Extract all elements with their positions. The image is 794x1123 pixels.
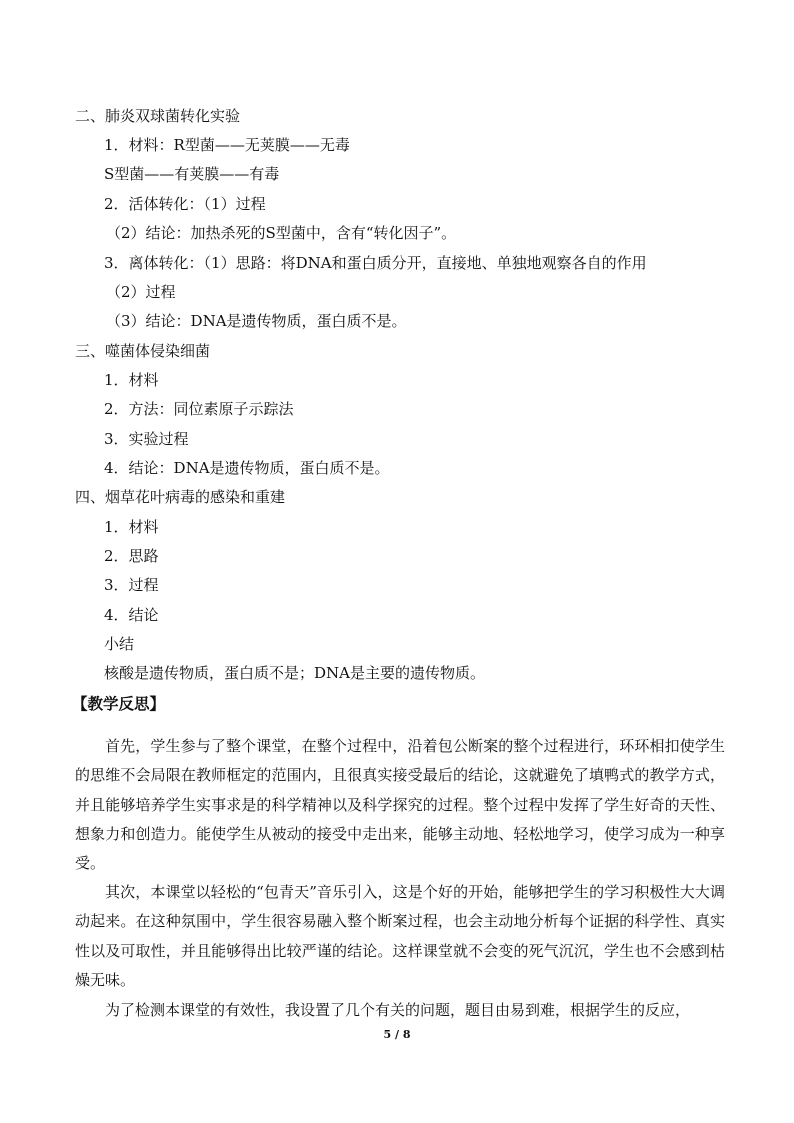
- list-item: 4．结论：DNA是遗传物质，蛋白质不是。: [104, 459, 390, 477]
- page-number: 5 / 8: [383, 1028, 411, 1041]
- list-item: 2．活体转化：（1）过程: [104, 195, 266, 213]
- list-item: 1．材料: [104, 371, 159, 389]
- summary-text: 核酸是遗传物质，蛋白质不是；DNA是主要的遗传物质。: [104, 664, 485, 682]
- list-item: 1．材料：R型菌——无荚膜——无毒: [104, 136, 350, 154]
- section-heading: 二、肺炎双球菌转化实验: [75, 107, 241, 125]
- list-item: 2．方法：同位素原子示踪法: [104, 400, 294, 418]
- list-item: S型菌——有荚膜——有毒: [104, 165, 280, 183]
- paragraph: 其次，本课堂以轻松的“包青天”音乐引入，这是个好的开始，能够把学生的学习积极性大大调动起来。在这种氛围中，学生很容易融入整个断案过程，也会主动地分析每个证据的科学性、真实性以及可取性，并且能够得出比较严谨的结论。这样课堂就不会变的死气沉沉，学生也不会感到枯燥无味。: [75, 883, 725, 989]
- list-item: （2）结论：加热杀死的S型菌中，含有“转化因子”。: [106, 224, 457, 242]
- list-item: 2．思路: [104, 547, 159, 565]
- paragraph: 为了检测本课堂的有效性，我设置了几个有关的问题，题目由易到难，根据学生的反应，: [105, 1001, 691, 1019]
- list-item: 4．结论: [104, 606, 159, 624]
- section-heading: 三、噬菌体侵染细菌: [75, 342, 211, 360]
- list-item: 3．实验过程: [104, 430, 189, 448]
- list-item: 3．过程: [104, 576, 159, 594]
- reflection-heading: 【教学反思】: [72, 694, 166, 713]
- list-item: （2）过程: [106, 283, 176, 301]
- paragraph: 首先，学生参与了整个课堂，在整个过程中，沿着包公断案的整个过程进行，环环相扣使学生的思维不会局限在教师框定的范围内，且很真实接受最后的结论，这就避免了填鸭式的教学方式，并且能够培养学生实事求是的科学精神以及科学探究的过程。整个过程中发挥了学生好奇的天性、想象力和创造力。能使学生从被动的接受中走出来，能够主动地、轻松地学习，使学习成为一种享受。: [75, 737, 725, 873]
- summary-label: 小结: [104, 635, 135, 653]
- list-item: （3）结论：DNA是遗传物质，蛋白质不是。: [106, 312, 407, 330]
- section-heading: 四、烟草花叶病毒的感染和重建: [75, 488, 286, 506]
- list-item: 1．材料: [104, 518, 159, 536]
- list-item: 3．离体转化：（1）思路：将DNA和蛋白质分开，直接地、单独地观察各自的作用: [104, 254, 647, 272]
